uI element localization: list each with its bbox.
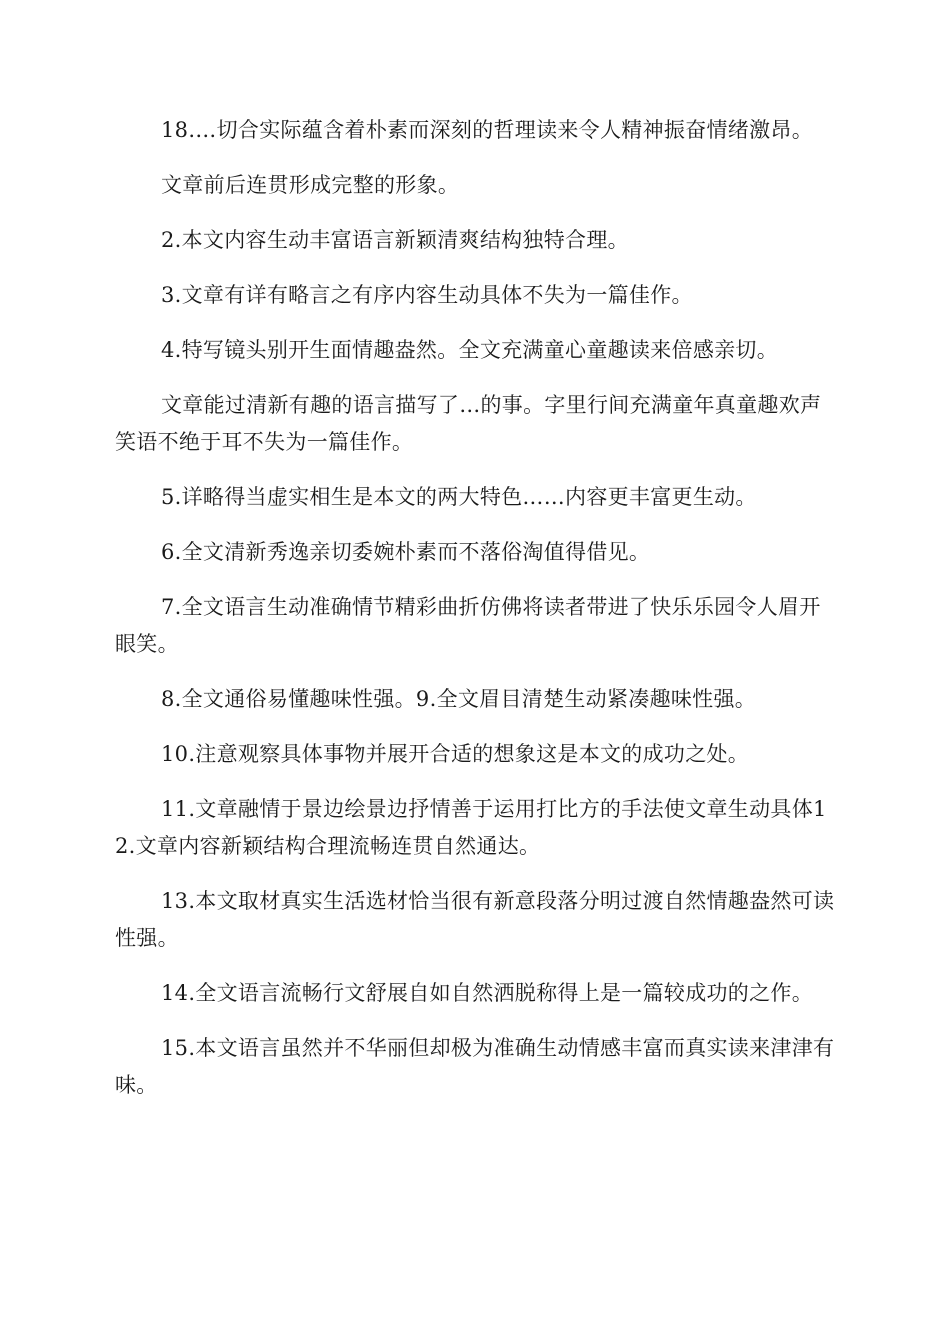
paragraph-7: 7.全文语言生动准确情节精彩曲折仿佛将读者带进了快乐乐园令人眉开眼笑。 bbox=[115, 595, 821, 656]
paragraph-10: 10.注意观察具体事物并展开合适的想象这是本文的成功之处。 bbox=[161, 742, 750, 766]
paragraph-coherent: 文章前后连贯形成完整的形象。 bbox=[161, 173, 460, 197]
paragraph-5: 5.详略得当虚实相生是本文的两大特色……内容更丰富更生动。 bbox=[161, 485, 757, 509]
paragraph-3: 3.文章有详有略言之有序内容生动具体不失为一篇佳作。 bbox=[161, 283, 693, 307]
paragraph-8-9: 8.全文通俗易懂趣味性强。9.全文眉目清楚生动紧凑趣味性强。 bbox=[161, 687, 757, 711]
paragraph-4: 4.特写镜头别开生面情趣盎然。全文充满童心童趣读来倍感亲切。 bbox=[161, 338, 779, 362]
paragraph-15: 15.本文语言虽然并不华丽但却极为准确生动情感丰富而真实读来津津有味。 bbox=[115, 1036, 835, 1097]
paragraph-2: 2.本文内容生动丰富语言新颖清爽结构独特合理。 bbox=[161, 228, 629, 252]
paragraph-11-12: 11.文章融情于景边绘景边抒情善于运用打比方的手法使文章生动具体12.文章内容新颖结构合理流畅连贯自然通达。 bbox=[115, 797, 827, 858]
paragraph-fresh-language: 文章能过清新有趣的语言描写了…的事。字里行间充满童年真童趣欢声笑语不绝于耳不失为一篇佳作。 bbox=[115, 393, 822, 454]
paragraph-18: 18.…切合实际蕴含着朴素而深刻的哲理读来令人精神振奋情绪激昂。 bbox=[161, 118, 813, 142]
paragraph-13: 13.本文取材真实生活选材恰当很有新意段落分明过渡自然情趣盎然可读性强。 bbox=[115, 889, 835, 950]
paragraph-14: 14.全文语言流畅行文舒展自如自然洒脱称得上是一篇较成功的之作。 bbox=[161, 981, 813, 1005]
paragraph-6: 6.全文清新秀逸亲切委婉朴素而不落俗淘值得借见。 bbox=[161, 540, 651, 564]
document-body bbox=[115, 112, 835, 1122]
